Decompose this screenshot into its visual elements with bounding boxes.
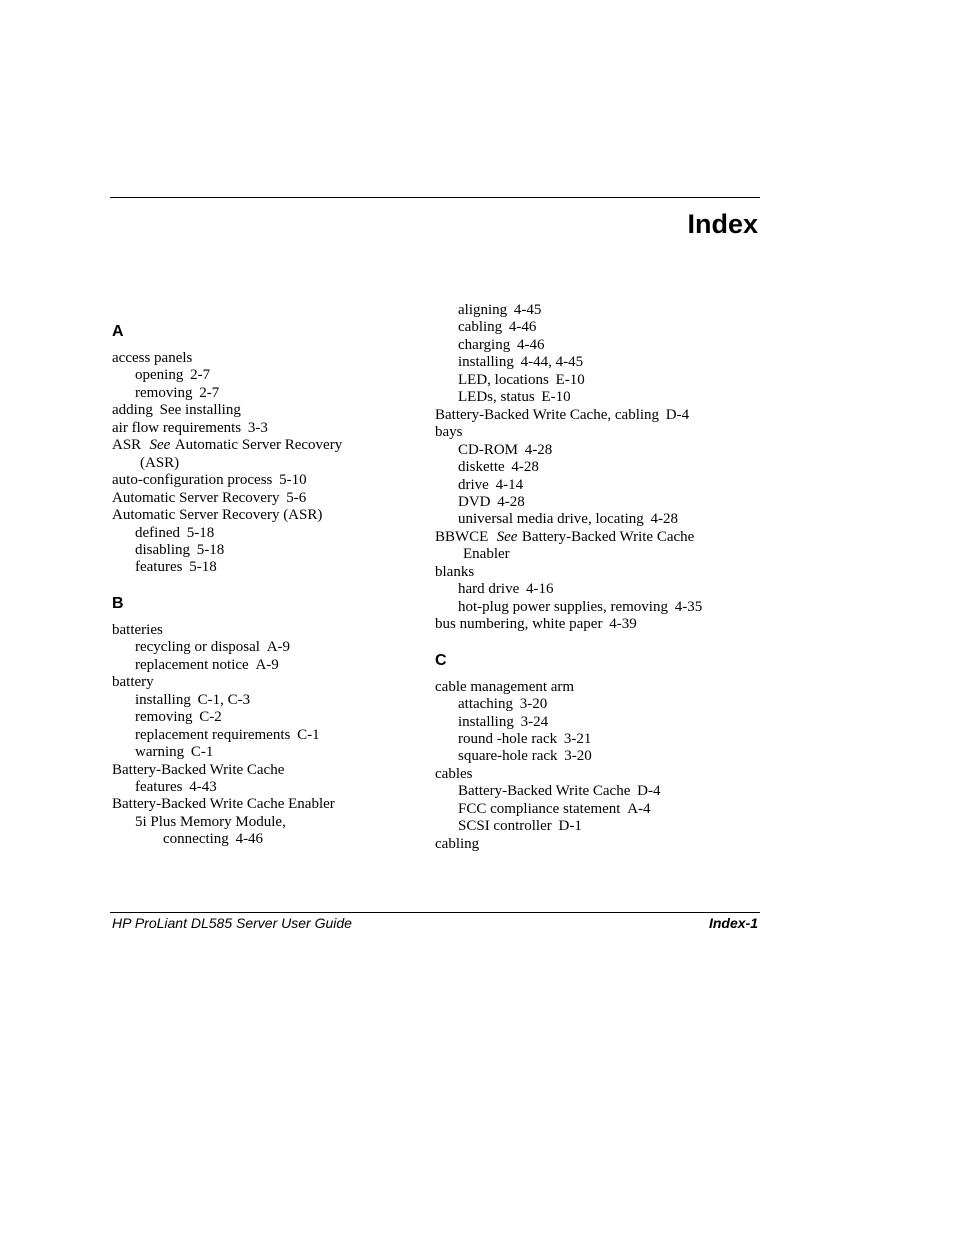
index-subentry: round -hole rack 3-21 xyxy=(458,730,592,747)
index-subentry: warning C-1 xyxy=(135,744,214,761)
index-entry: cable management arm xyxy=(435,678,575,695)
see-reference: See xyxy=(149,437,171,454)
index-subentry: installing 4-44, 4-45 xyxy=(458,354,584,371)
footer-guide-title: HP ProLiant DL585 Server User Guide xyxy=(112,915,352,931)
index-subentry: LED, locations E-10 xyxy=(458,371,585,388)
see-reference: See xyxy=(496,528,518,545)
index-subentry: square-hole rack 3-20 xyxy=(458,748,592,765)
index-column-right xyxy=(435,302,735,853)
index-subentry: universal media drive, locating 4-28 xyxy=(458,511,679,528)
index-subentry: replacement notice A-9 xyxy=(135,656,279,673)
index-entry: Battery-Backed Write Cache xyxy=(112,761,285,778)
index-subentry: aligning 4-45 xyxy=(458,302,542,318)
index-subentry: attaching 3-20 xyxy=(458,696,548,713)
section-letter-b: B xyxy=(112,594,124,612)
index-entry: Automatic Server Recovery 5-6 xyxy=(112,489,307,506)
index-subentry: hot-plug power supplies, removing 4-35 xyxy=(458,598,703,615)
index-subentry: defined 5-18 xyxy=(135,524,215,541)
index-entry: Battery-Backed Write Cache Enabler xyxy=(112,796,335,813)
index-entry: auto-configuration process 5-10 xyxy=(112,472,307,489)
index-entry: batteries xyxy=(112,621,163,638)
index-entry: access panels xyxy=(112,350,193,366)
index-subentry: installing 3-24 xyxy=(458,713,549,730)
index-subentry: drive 4-14 xyxy=(458,476,524,493)
index-entry: battery xyxy=(112,674,154,691)
index-subentry: diskette 4-28 xyxy=(458,459,539,476)
index-subentry: opening 2-7 xyxy=(135,367,211,384)
page-title: Index xyxy=(687,209,758,239)
index-subentry: removing C-2 xyxy=(135,709,222,726)
index-subentry: features 5-18 xyxy=(135,559,217,576)
index-subentry: DVD 4-28 xyxy=(458,493,525,510)
index-subentry: installing C-1, C-3 xyxy=(135,691,251,708)
index-subentry: connecting 4-46 xyxy=(163,831,264,848)
footer-page-number: Index-1 xyxy=(708,915,758,931)
index-subentry: recycling or disposal A-9 xyxy=(135,639,291,656)
index-subentry: removing 2-7 xyxy=(135,384,220,401)
header-rule xyxy=(110,197,760,198)
section-letter-a: A xyxy=(112,323,124,340)
index-subentry: replacement requirements C-1 xyxy=(135,726,320,743)
index-entry: air flow requirements 3-3 xyxy=(112,419,268,436)
index-subentry: 5i Plus Memory Module, xyxy=(135,813,286,830)
index-subentry: Battery-Backed Write Cache D-4 xyxy=(458,783,661,800)
index-column-left xyxy=(112,322,422,849)
index-entry: adding See installing xyxy=(112,402,241,419)
index-entry: ASR See Automatic Server Recovery xyxy=(112,437,343,454)
index-entry-continuation: Enabler xyxy=(463,546,510,563)
index-subentry: hard drive 4-16 xyxy=(458,581,554,598)
index-entry: blanks xyxy=(435,563,475,580)
index-entry: BBWCE See Battery-Backed Write Cache xyxy=(435,528,695,545)
index-subentry: disabling 5-18 xyxy=(135,541,225,558)
index-subentry: cabling 4-46 xyxy=(458,319,537,336)
index-entry: bays xyxy=(435,424,463,441)
index-subentry: features 4-43 xyxy=(135,778,217,795)
index-subentry: SCSI controller D-1 xyxy=(458,818,582,835)
index-subentry: LEDs, status E-10 xyxy=(458,389,571,406)
index-subentry: CD-ROM 4-28 xyxy=(458,441,553,458)
index-subentry: charging 4-46 xyxy=(458,336,545,353)
index-entry: Battery-Backed Write Cache, cabling D-4 xyxy=(435,406,690,423)
index-subentry: FCC compliance statement A-4 xyxy=(458,800,651,817)
index-entry: Automatic Server Recovery (ASR) xyxy=(112,507,323,524)
index-entry-continuation: (ASR) xyxy=(140,454,180,471)
index-entry: cables xyxy=(435,765,473,782)
section-letter-c: C xyxy=(435,651,447,669)
index-entry: cabling xyxy=(435,835,480,852)
index-entry: bus numbering, white paper 4-39 xyxy=(435,616,637,633)
footer-rule xyxy=(110,912,760,913)
